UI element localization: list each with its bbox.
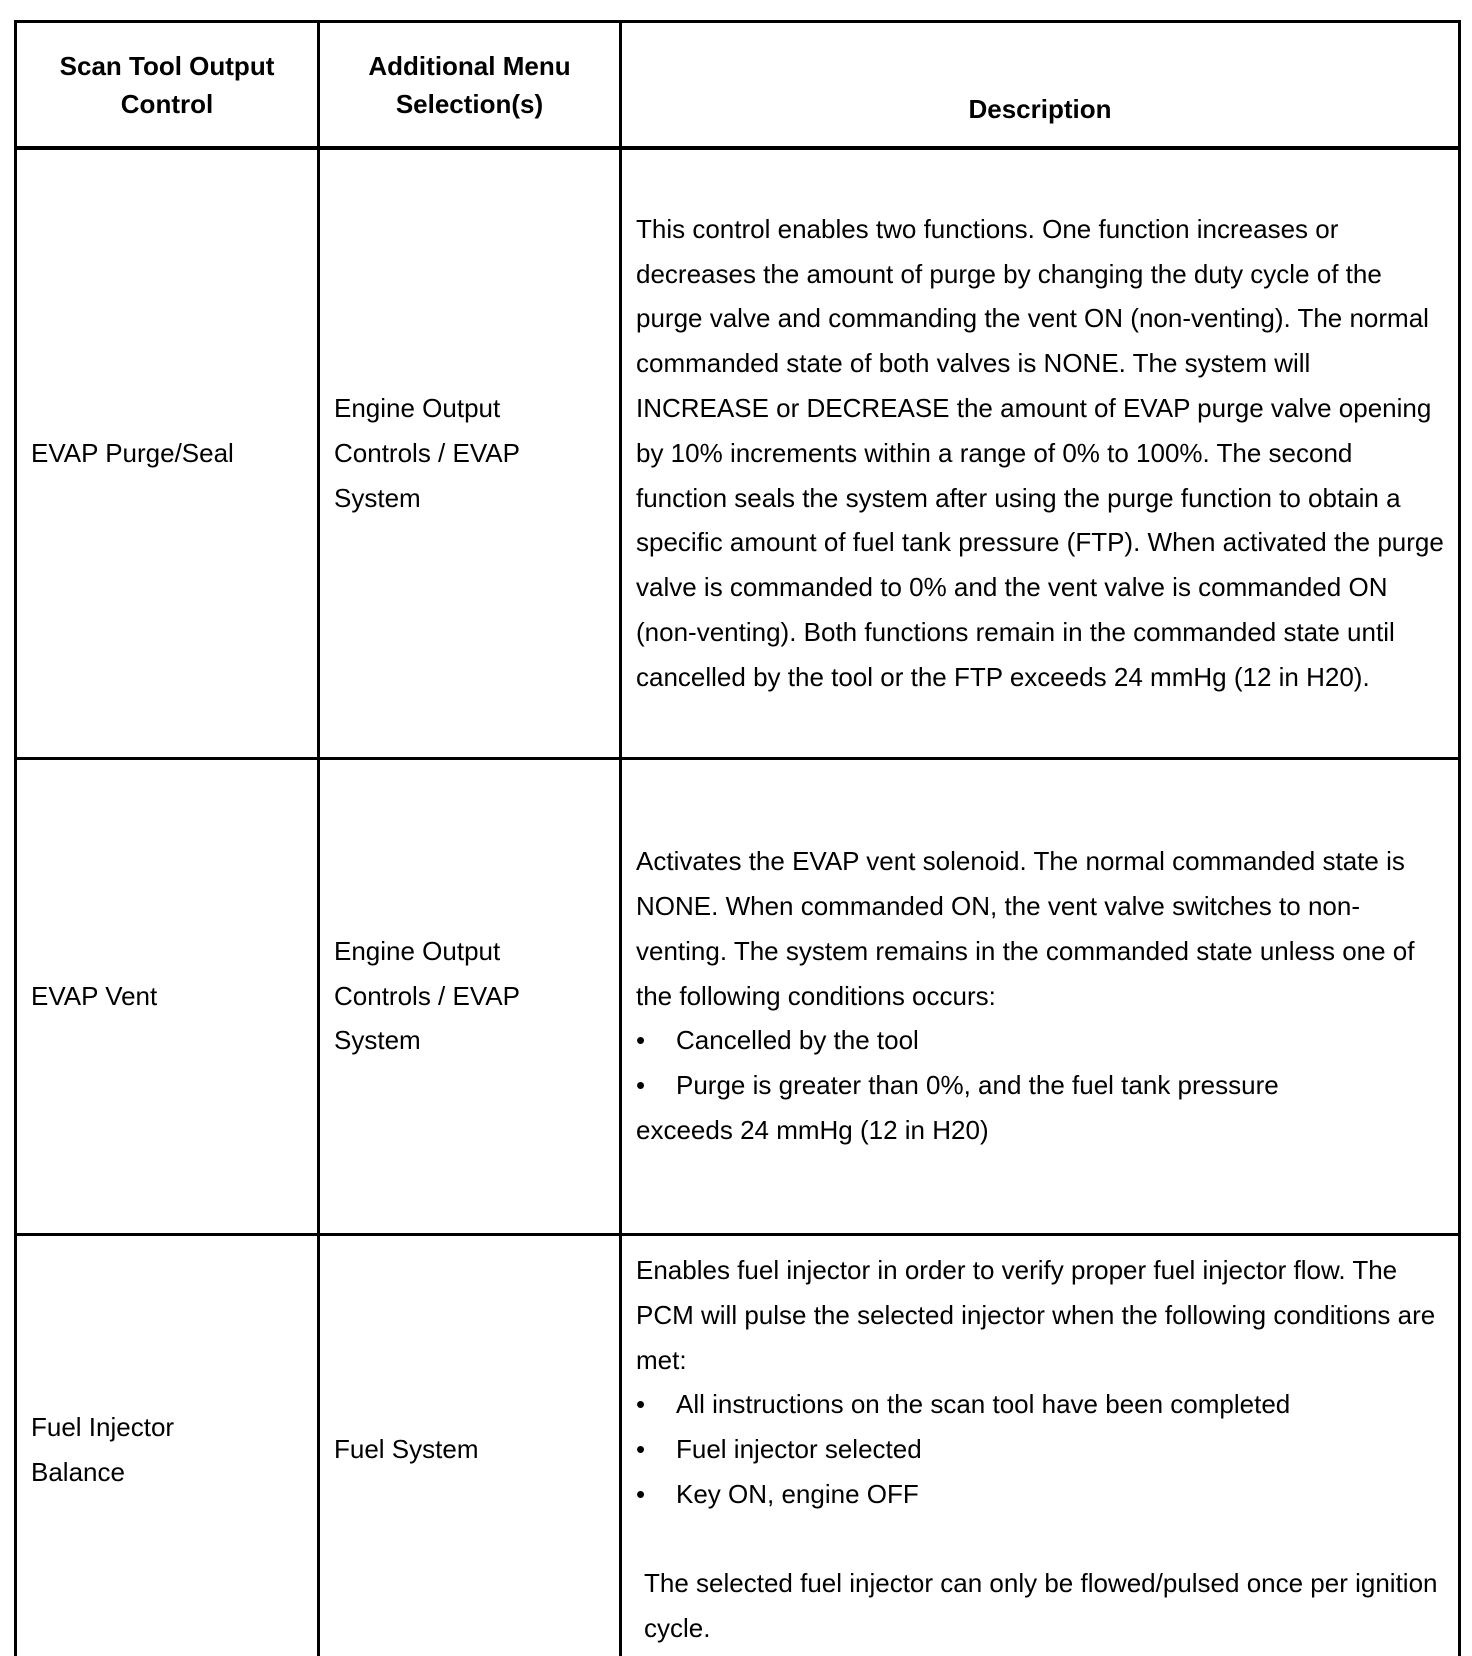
- menu-cell: Fuel System: [319, 1234, 621, 1656]
- spacer: [636, 1517, 1444, 1562]
- header-col2-line2: Selection(s): [395, 88, 544, 119]
- bullet-item: [636, 1382, 1444, 1427]
- header-col1-line1: Scan Tool Output: [59, 50, 275, 81]
- header-col1-line2: Control: [120, 88, 214, 119]
- scan-tool-output-table: [14, 20, 1461, 1656]
- table-row: [16, 1234, 1460, 1656]
- description-text: This control enables two functions. One function increases or decreases the amount of purge by changing the duty cycle of the purge valve and commanding the vent ON (non-venting). The normal commanded state of both valves is NONE. The system will INCREASE or DECREASE the amount of EVAP purge valve opening by 10% increments within a range of 0% to 100%. The second function seals the system after using the purge function to obtain a specific amount of fuel tank pressure (FTP). When activated the purge valve is commanded to 0% and the vent valve is commanded ON (non-venting). Both functions remain in the commanded state until cancelled by the tool or the FTP exceeds 24 mmHg (12 in H20).: [636, 213, 1444, 692]
- control-cell: [16, 1234, 319, 1656]
- bullet-icon: •: [636, 1025, 646, 1056]
- bullet-icon: •: [636, 1389, 646, 1420]
- bullet-item: [636, 1063, 1444, 1108]
- description-cell: [621, 1234, 1460, 1656]
- bullet-list: [636, 1018, 1444, 1108]
- bullet-list: [636, 1382, 1444, 1516]
- menu-line: System: [334, 482, 421, 513]
- bullet-text: Fuel injector selected: [676, 1434, 922, 1465]
- description-text: Enables fuel injector in order to verify proper fuel injector flow. The PCM will pulse the selected injector when the following conditions are met:: [636, 1254, 1436, 1375]
- menu-line: Engine Output: [334, 935, 501, 966]
- control-cell: EVAP Vent: [16, 758, 319, 1234]
- description-cell: [621, 148, 1460, 758]
- menu-line: System: [334, 1025, 421, 1056]
- note-text: The selected fuel injector can only be flowed/pulsed once per ignition cycle.: [644, 1568, 1438, 1644]
- table-row: [16, 758, 1460, 1234]
- bullet-continuation: exceeds 24 mmHg (12 in H20): [636, 1114, 989, 1145]
- bullet-icon: •: [636, 1070, 646, 1101]
- control-cell: EVAP Purge/Seal: [16, 148, 319, 758]
- control-line: Fuel Injector: [31, 1411, 175, 1442]
- control-line: Balance: [31, 1456, 125, 1487]
- bullet-icon: •: [636, 1434, 646, 1465]
- bullet-item: [636, 1018, 1444, 1063]
- menu-line: Engine Output: [334, 393, 501, 424]
- header-col2-line1: Additional Menu: [368, 50, 571, 81]
- bullet-text: Key ON, engine OFF: [676, 1478, 919, 1509]
- header-description: Description: [621, 22, 1460, 149]
- menu-cell: [319, 758, 621, 1234]
- table-row: [16, 148, 1460, 758]
- bullet-item: [636, 1427, 1444, 1472]
- bullet-text: Cancelled by the tool: [676, 1025, 919, 1056]
- header-additional-menu-selections: [319, 22, 621, 149]
- description-text: Activates the EVAP vent solenoid. The normal commanded state is NONE. When commanded ON, the vent valve switches to non-venting. The system remains in the commanded state unless one of the following conditions occurs:: [636, 846, 1415, 1011]
- menu-line: Controls / EVAP: [334, 437, 520, 468]
- menu-cell: [319, 148, 621, 758]
- bullet-icon: •: [636, 1478, 646, 1509]
- header-row: [16, 22, 1460, 149]
- bullet-text: Purge is greater than 0%, and the fuel tank pressure: [676, 1070, 1279, 1101]
- header-scan-tool-output-control: [16, 22, 319, 149]
- description-cell: [621, 758, 1460, 1234]
- menu-line: Controls / EVAP: [334, 980, 520, 1011]
- bullet-text: All instructions on the scan tool have been completed: [676, 1389, 1291, 1420]
- bullet-item: [636, 1472, 1444, 1517]
